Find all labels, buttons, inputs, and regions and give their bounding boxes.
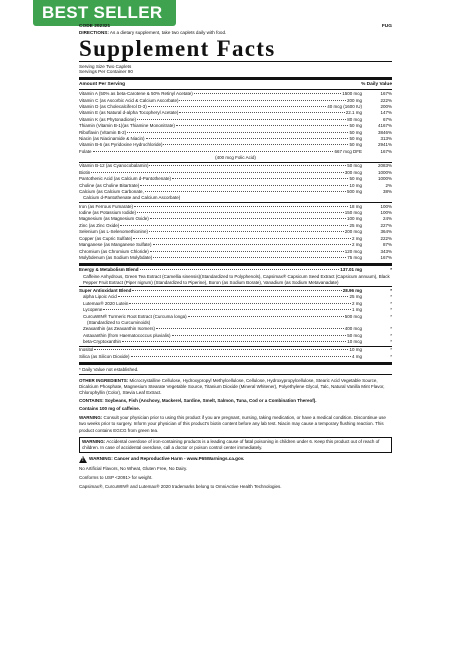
nutrient-row	[79, 255, 392, 261]
nutrient-dv: 364%	[380, 229, 392, 235]
leader-dots	[163, 144, 348, 145]
nutrient-row	[79, 339, 392, 345]
leader-dots	[145, 191, 346, 192]
divider	[79, 362, 392, 365]
antioxidant-blend-amount: 28.96 mg	[342, 287, 362, 293]
curcumin-note: (Standardized to Curcuminoids)	[87, 319, 151, 325]
nutrient-name: Choline (as Choline Bitartrate)	[79, 182, 140, 188]
table-header	[79, 81, 392, 88]
leader-dots	[149, 231, 344, 232]
nutrient-name: Folate	[79, 148, 92, 154]
vitamin-list-2	[79, 163, 392, 195]
nutrient-name: Silica (as Silicon Dioxide)	[79, 353, 130, 359]
nutrient-name: Niacin (as Niacinamide & Niacin)	[79, 136, 145, 142]
nutrient-amount: 2 mg	[351, 242, 362, 248]
nutrient-name: alpha Lipoic Acid	[83, 294, 117, 300]
leader-dots	[129, 303, 351, 304]
leader-dots	[133, 238, 351, 239]
prop65-text: WARNING: Cancer and Reproductive Harm - www.P65Warnings.ca.gov.	[89, 456, 245, 462]
warning-label: WARNING:	[79, 415, 103, 421]
nutrient-amount: 1500 mcg	[342, 91, 362, 97]
dv-header: % Daily Value	[361, 81, 392, 87]
nutrient-amount: 100 mg	[346, 216, 362, 222]
leader-dots	[150, 218, 346, 219]
nutrient-dv: 167%	[380, 91, 392, 97]
nutrient-dv: 2083%	[377, 163, 392, 169]
nutrient-dv: 24%	[382, 216, 392, 222]
nutrient-name: Vitamin D (as Cholecalciferol D-3)	[79, 103, 147, 109]
calcium-note: Calcium d-Pantothenate and Calcium Ascorbate)	[83, 195, 181, 201]
nutrient-name: Vitamin B-12 (as Cyanocobalamin)	[79, 163, 149, 169]
nutrient-dv: 222%	[380, 235, 392, 241]
nutrient-name: Biotin	[79, 169, 91, 175]
energy-blend-description: Caffeine Anhydrous, Green Tea Extract (Camellia sinensis)(Standardized to Polyphenols), Capsimax® Capsicum Seed Extract (Capsicum annuum), Black Pepper Fruit Extract (Piper nigrum) (Standardized to Piperine), Boron (as Sodium Borate), Vanadium (as Sodium Metavanadate)	[83, 273, 390, 285]
nutrient-amount: 500 mcg	[344, 313, 362, 319]
leader-dots	[140, 185, 348, 186]
leader-dots	[134, 206, 348, 207]
nutrient-amount: 500 mg	[346, 189, 362, 195]
directions-text: As a dietary supplement, take two caplets daily with food.	[108, 29, 227, 35]
leader-dots	[137, 212, 344, 213]
nutrient-dv: 3846%	[377, 129, 392, 135]
nutrient-name: Thiamin (Vitamin B-1)(as Thiamine Mononitrate)	[79, 123, 175, 129]
nutrient-amount: 25 mg	[349, 222, 362, 228]
nutrient-amount: 50 mcg	[347, 163, 362, 169]
nutrient-name: Chromium (as Chromium Chloride)	[79, 248, 149, 254]
nutrient-amount: 50 mg	[349, 176, 362, 182]
nutrient-dv: 147%	[380, 110, 392, 116]
leader-dots	[179, 100, 346, 101]
nutrient-amount: 10 mcg	[347, 338, 362, 344]
antioxidant-list-2	[79, 326, 392, 345]
nutrient-amount: 75 mcg	[347, 254, 362, 260]
nutrient-amount: 50 mg	[349, 142, 362, 148]
nutrient-dv: 87%	[382, 242, 392, 248]
nutrient-amount: 50 mg	[349, 123, 362, 129]
antioxidant-list	[79, 294, 392, 320]
nutrient-amount: 80 mcg	[347, 116, 362, 122]
nutrient-dv: *	[390, 326, 392, 332]
other-ingredients-label: OTHER INGREDIENTS:	[79, 377, 129, 383]
leader-dots	[103, 309, 351, 310]
nutrient-amount: 50 mg	[349, 129, 362, 135]
leader-dots	[172, 178, 348, 179]
divider	[79, 263, 392, 266]
leader-dots	[188, 316, 344, 317]
leader-dots	[120, 225, 348, 226]
nutrient-name: Lutemax® 2020 Lutein	[83, 300, 129, 306]
nutrient-name: Astaxanthin (from Haematococcus pluvialis)	[83, 332, 171, 338]
nutrient-amount: 200 mg	[346, 97, 362, 103]
warning-triangle-icon	[79, 456, 87, 463]
nutrient-amount: 1 mg	[351, 307, 362, 313]
serving-size: Serving Size Two Caplets	[79, 63, 132, 69]
nutrient-dv: 1000%	[377, 176, 392, 182]
nutrient-amount: 2 mg	[351, 300, 362, 306]
nutrient-amount: 40 mcg (1600 IU)	[327, 103, 362, 109]
leader-dots	[156, 328, 344, 329]
nutrient-dv: *	[390, 307, 392, 313]
nutrient-name: Iodine (as Potassium Iodide)	[79, 210, 137, 216]
nutrient-dv: 2941%	[377, 142, 392, 148]
leader-dots	[118, 296, 349, 297]
nutrient-name: Inositol	[79, 347, 94, 353]
nutrient-amount: 150 mcg	[344, 210, 362, 216]
leader-dots	[148, 106, 327, 107]
product-code: CODE 202321	[79, 24, 111, 29]
antioxidant-blend-name: Super Antioxidant Blend	[79, 287, 132, 293]
daily-value-footnote: * Daily Value not established.	[79, 367, 139, 373]
nutrient-name: Calcium (as Calcium Carbonate,	[79, 189, 144, 195]
nutrient-dv: 313%	[380, 136, 392, 142]
folic-acid-note: (400 mcg Folic Acid)	[215, 155, 256, 161]
leader-dots	[176, 125, 349, 126]
other-nutrient-list	[79, 347, 392, 360]
leader-dots	[137, 119, 346, 120]
energy-blend-amount: 137.01 mg	[340, 267, 362, 273]
leader-dots	[149, 165, 346, 166]
directions-label: DIRECTIONS:	[79, 29, 109, 35]
nutrient-amount: 25 mg	[349, 294, 362, 300]
nutrient-dv: *	[390, 347, 392, 353]
nutrient-name: CurcuWIN® Turmeric Root Extract (Curcuma longa)	[83, 313, 187, 319]
nutrient-dv: *	[390, 294, 392, 300]
leader-dots	[131, 356, 351, 357]
no-artificial: No Artificial Flavors, No Wheat, Gluten Free, No Dairy.	[79, 465, 188, 471]
other-ingredients-text: Microcrystalline Cellulose, Hydroxypropyl Methylcellulose, Cellulose, Hydroxypropylcellulose, Stearic Acid Vegetable Source, Dicalcium Phosphate, Magnesium Stearate Vegetable Source, Titanium Dioxide (Mineral Whitener), Polyethylene Glycol, Talc, Natural Vanilla Mint Flavor, Chlorophyllin (Color), Stevia Leaf Extract.	[79, 377, 385, 396]
divider	[79, 89, 392, 90]
leader-dots	[91, 172, 343, 173]
caffeine-text: Contains 100 mg of caffeine.	[79, 406, 141, 412]
energy-blend-name: Energy & Metabolism Blend	[79, 267, 139, 273]
nutrient-dv: 4167%	[377, 123, 392, 129]
nutrient-name: Vitamin C (as Ascorbic Acid & Calcium Ascorbate)	[79, 97, 179, 103]
nutrient-amount: 667 mcg DFE	[334, 148, 362, 154]
nutrient-dv: 167%	[380, 148, 392, 154]
leader-dots	[153, 244, 351, 245]
nutrient-name: Riboflavin (Vitamin B-2)	[79, 129, 127, 135]
nutrient-amount: 22.1 mg	[345, 110, 362, 116]
contains-text: CONTAINS: Soybeans, Fish (Anchovy, Mackerel, Sardine, Smelt, Salmon, Tuna, Cod or a Combination Thereof).	[79, 398, 317, 404]
nutrient-name: Pantothenic Acid (as Calcium d-Pantothenate)	[79, 176, 172, 182]
nutrient-dv: 343%	[380, 248, 392, 254]
nutrient-name: Iron (as Ferrous Fumarate)	[79, 203, 134, 209]
leader-dots	[153, 257, 346, 258]
nutrient-name: Vitamin K (as Phytonadione)	[79, 116, 136, 122]
nutrient-dv: 38%	[382, 189, 392, 195]
contains	[79, 398, 392, 404]
antioxidant-blend-dv: *	[390, 287, 392, 293]
leader-dots	[93, 151, 334, 152]
leader-dots	[146, 138, 349, 139]
nutrient-amount: 18 mg	[349, 203, 362, 209]
nutrient-amount: 300 mcg	[344, 169, 362, 175]
caffeine-note	[79, 406, 392, 412]
nutrient-dv: 100%	[380, 203, 392, 209]
iron-warning-label: WARNING:	[82, 438, 106, 444]
nutrient-name: Vitamin B-6 (as Pyridoxine Hydrochloride)	[79, 142, 163, 148]
nutrient-amount: 10 mg	[349, 182, 362, 188]
nutrient-dv: 67%	[382, 116, 392, 122]
warning-text: Consult your physician prior to using this product if you are pregnant, nursing, taking medication, or have a medical condition. Discontinue use two weeks prior to surgery. Inform your physician of this product's biotin content before any lab test. Niacin may cause a temporary flushing reaction. This product contains EGCG from green tea.	[79, 415, 386, 433]
leader-dots	[172, 335, 347, 336]
nutrient-name: Vitamin E (as Natural d-alpha Tocopheryl Acetate)	[79, 110, 179, 116]
servings-per-container: Servings Per Container 90	[79, 69, 133, 75]
nutrient-amount: 2 mg	[351, 235, 362, 241]
nutrient-dv: 100%	[380, 210, 392, 216]
nutrient-name: Manganese (as Manganese Sulfate)	[79, 242, 152, 248]
fug-code: FUG	[381, 24, 392, 29]
nutrient-name: Zinc (as Zinc Oxide)	[79, 222, 120, 228]
usp-conformance: Conforms to USP <2091> for weight.	[79, 474, 153, 480]
leader-dots	[122, 341, 346, 342]
nutrient-name: Copper (as Cupric Sulfate)	[79, 235, 133, 241]
nutrient-dv: *	[390, 313, 392, 319]
nutrient-dv: 227%	[380, 222, 392, 228]
energy-blend-dv: *	[390, 267, 392, 273]
nutrient-amount: 50 mg	[349, 136, 362, 142]
nutrient-name: Molybdenum (as Sodium Molybdate)	[79, 254, 153, 260]
leader-dots	[194, 93, 342, 94]
vitamin-list	[79, 91, 392, 155]
nutrient-dv: *	[390, 338, 392, 344]
nutrient-name: Vitamin A (50% as beta-Carotene & 50% Retinyl Acetate)	[79, 91, 193, 97]
best-seller-badge: BEST SELLER	[33, 0, 176, 26]
leader-dots	[127, 132, 348, 133]
other-ingredients	[79, 378, 392, 396]
leader-dots	[179, 112, 344, 113]
divider	[79, 77, 392, 80]
nutrient-amount: 10 mg	[349, 347, 362, 353]
supplement-label	[79, 24, 392, 646]
nutrient-amount: 120 mcg	[344, 248, 362, 254]
mineral-list	[79, 204, 392, 262]
nutrient-dv: *	[390, 353, 392, 359]
nutrient-amount: 50 mcg	[347, 332, 362, 338]
prop65-warning	[79, 456, 392, 463]
nutrient-row	[79, 354, 392, 360]
nutrient-amount: 4 mg	[351, 353, 362, 359]
nutrient-name: Magnesium (as Magnesium Oxide)	[79, 216, 149, 222]
nutrient-name: Zeaxanthin (as Zeaxanthin Isomers)	[83, 326, 156, 332]
nutrient-amount: 400 mcg	[344, 326, 362, 332]
nutrient-name: Lycopene	[83, 307, 103, 313]
amount-header: Amount Per Serving	[79, 81, 126, 87]
warning-general	[79, 415, 392, 433]
iron-warning-box	[79, 437, 392, 453]
nutrient-dv: 1000%	[377, 169, 392, 175]
nutrient-name: Selenium (as L-Selenomethionine)	[79, 229, 149, 235]
facts-title: Supplement Facts	[79, 37, 392, 62]
nutrient-dv: *	[390, 332, 392, 338]
iron-warning-text: Accidental overdose of iron-containing products is a leading cause of fatal poisoning in children under 6. Keep this product out of reach of children. In case of accidental overdose, call a doctor or poison control center immediately.	[82, 438, 380, 450]
nutrient-name: beta-Cryptoxanthin	[83, 338, 122, 344]
nutrient-dv: 167%	[380, 254, 392, 260]
nutrient-dv: *	[390, 300, 392, 306]
divider	[79, 374, 392, 375]
directions	[79, 30, 392, 36]
nutrient-dv: 200%	[380, 103, 392, 109]
nutrient-dv: 222%	[380, 97, 392, 103]
leader-dots	[150, 251, 344, 252]
trademarks: Capsimax®, CurcuWIN® and Lutemax® 2020 trademarks belong to OmniActive Health Technologies.	[79, 484, 282, 490]
leader-dots	[94, 349, 348, 350]
nutrient-amount: 200 mcg	[344, 229, 362, 235]
nutrient-dv: 2%	[385, 182, 392, 188]
